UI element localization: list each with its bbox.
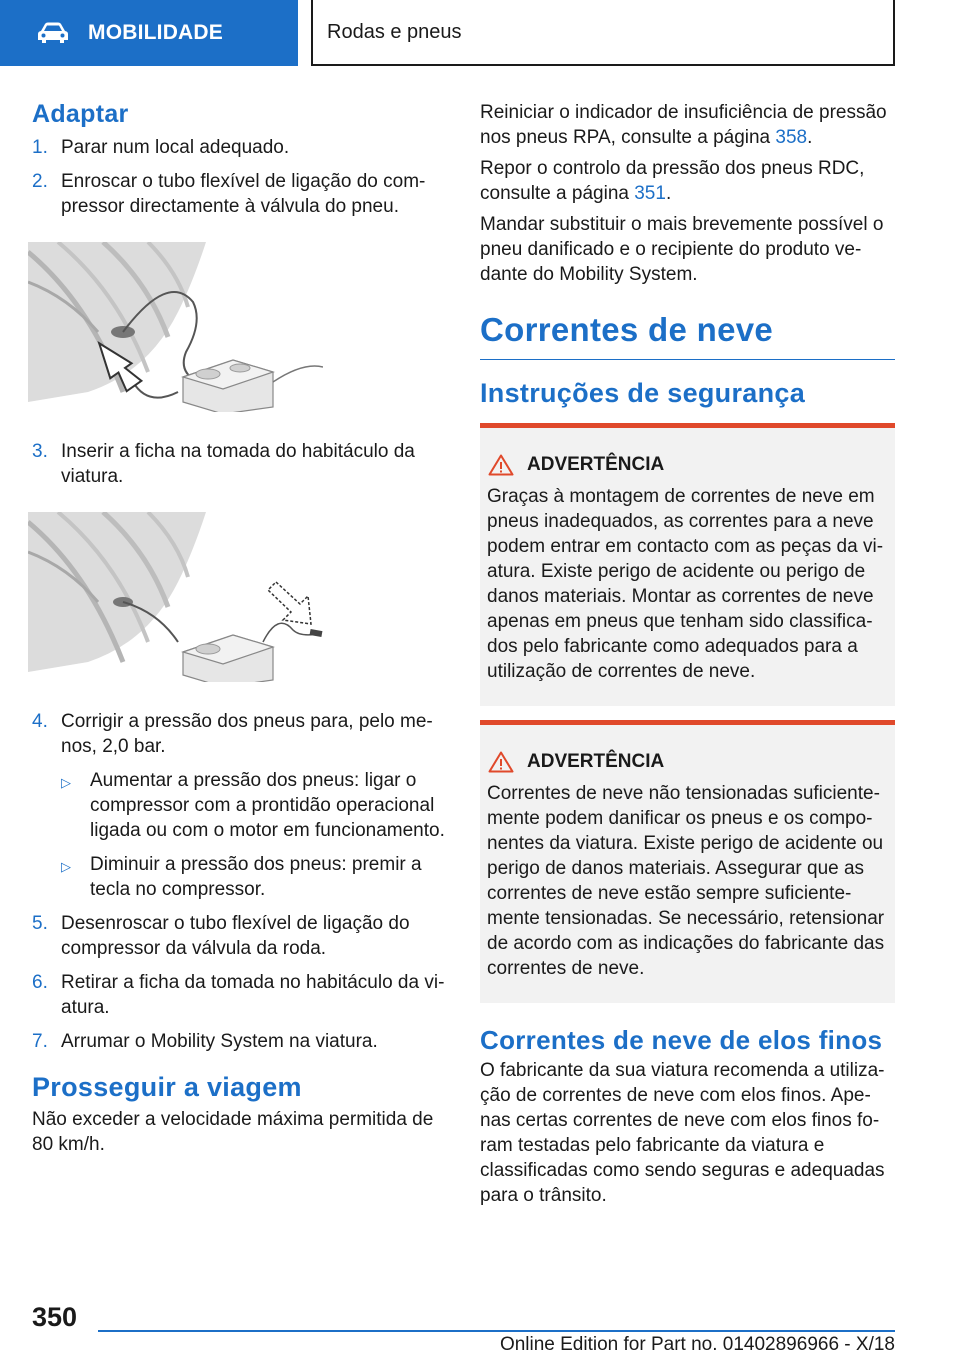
warning-box (480, 423, 895, 706)
step-2 (32, 169, 447, 219)
step-number: 4. (32, 711, 48, 732)
rdc-paragraph (480, 156, 895, 206)
substep-text: Diminuir a pressão dos pneus: premir a tecla no compressor. (90, 854, 422, 900)
page-link-358[interactable]: 358 (775, 127, 808, 148)
step-number: 6. (32, 972, 48, 993)
elos-text: O fabricante da sua viatura recomenda a utilização de correntes de neve com elos finos. Apenas certas correntes de neve com elos finos foram testadas pelo fabricante da viatura e classificadas como sendo seguras e adequadas para o trânsito. (480, 1060, 885, 1206)
step-text: Corrigir a pressão dos pneus para, pelo menos, 2,0 bar. (61, 711, 433, 757)
warning-title-text: ADVERTÊNCIA (527, 751, 665, 772)
step-number: 7. (32, 1031, 48, 1052)
step-text: Parar num local adequado. (61, 137, 290, 158)
triangle-bullet-icon: ▷ (61, 775, 71, 790)
left-column (32, 100, 447, 1157)
rpa-paragraph (480, 100, 895, 150)
substep (61, 768, 447, 843)
prosseguir-heading: Prosseguir a viagem (32, 1072, 302, 1102)
step-text: Arrumar o Mobility System na viatura. (61, 1031, 378, 1052)
step-number: 3. (32, 441, 48, 462)
step-3 (32, 439, 447, 489)
step-text: Desenroscar o tubo flexível de ligação do compressor da válvula da roda. (61, 913, 410, 959)
step-5 (32, 911, 447, 961)
chapter-title: Rodas e pneus (327, 20, 462, 43)
edition-text: Online Edition for Part no. 01402896966 - X/18 (499, 1334, 895, 1355)
footer-divider (98, 1330, 895, 1332)
page-number: 350 (32, 1302, 78, 1332)
warning-title-text: ADVERTÊNCIA (527, 454, 665, 475)
warning-text: Graças à montagem de correntes de neve em pneus inadequados, as correntes para a neve podem entrar em contacto com as peças da viatura. Existe perigo de acidente ou perigo de danos materiais. Montar as correntes de neve apenas em pneus que tenham sido classificados pelo fabricante como adequados para a utilização de correntes de neve. (487, 486, 884, 682)
rpa-period: . (807, 127, 813, 148)
section-tab[interactable] (0, 0, 298, 66)
step-number: 2. (32, 171, 48, 192)
rdc-period: . (665, 183, 672, 204)
warning-text: Correntes de neve não tensionadas suficientemente podem danificar os pneus e os componentes da viatura. Existe perigo de acidente ou perigo de danos materiais. Assegurar que as correntes de neve estão sempre suficientemente tensionadas. Se necessário, retensionar de acordo com as indicações do fabricante das correntes de neve. (487, 783, 885, 979)
step-4 (32, 709, 447, 902)
substep (61, 852, 447, 902)
warning-box (480, 720, 895, 1003)
rdc-text: Repor o controlo da pressão dos pneus RDC, consulte a página (480, 158, 865, 204)
warning-triangle-icon (488, 751, 514, 773)
elos-heading: Correntes de neve de elos finos (480, 1025, 883, 1055)
prosseguir-text: Não exceder a velocidade máxima permitida de 80 km/h. (32, 1109, 434, 1155)
instrucoes-heading: Instruções de segurança (480, 378, 806, 408)
compressor-valve-illustration (28, 242, 323, 412)
correntes-heading: Correntes de neve (480, 311, 895, 360)
warning-title (487, 751, 887, 773)
triangle-bullet-icon: ▷ (61, 859, 71, 874)
step-number: 1. (32, 137, 48, 158)
warning-triangle-icon (488, 454, 514, 476)
section-label: MOBILIDADE (88, 21, 223, 44)
adaptar-heading: Adaptar (32, 100, 129, 128)
step-text: Enroscar o tubo flexível de ligação do compressor directamente à válvula do pneu. (61, 171, 426, 217)
right-column (480, 100, 895, 1208)
step-7 (32, 1029, 447, 1054)
replace-paragraph: Mandar substituir o mais brevemente possível o pneu danificado e o recipiente do produto vedante do Mobility System. (480, 214, 884, 285)
warning-title (487, 454, 887, 476)
step-text: Inserir a ficha na tomada do habitáculo da viatura. (61, 441, 415, 487)
substep-text: Aumentar a pressão dos pneus: ligar o compressor com a prontidão operacional ligada ou com o motor em funcionamento. (90, 770, 445, 841)
chapter-header (311, 0, 895, 66)
rpa-text: Reiniciar o indicador de insuficiência de pressão nos pneus RPA, consulte a página (480, 102, 887, 148)
car-icon (36, 21, 70, 45)
page-link-351[interactable]: 351 (634, 183, 666, 204)
step-1 (32, 135, 447, 160)
step-text: Retirar a ficha da tomada no habitáculo da viatura. (61, 972, 445, 1018)
step-number: 5. (32, 913, 48, 934)
compressor-socket-illustration (28, 512, 323, 682)
step-6 (32, 970, 447, 1020)
